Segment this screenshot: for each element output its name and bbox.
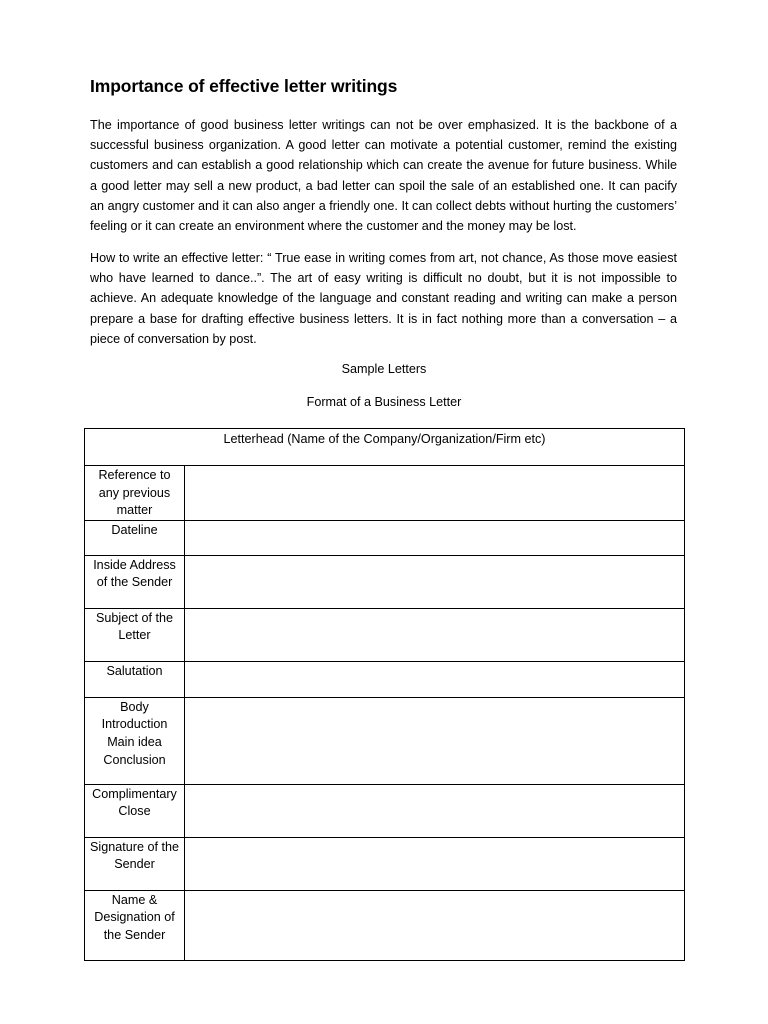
row-label-dateline [85,520,185,555]
business-letter-format-table [84,428,685,961]
document-title: Importance of effective letter writings [90,76,398,96]
row-blank-cell [185,784,685,837]
row-blank-cell [185,697,685,784]
row-blank-cell [185,608,685,661]
row-label-text: Complimentary Close [92,786,177,819]
row-label-text: Salutation [106,663,163,678]
row-label-name-designation [85,890,185,960]
row-label-signature [85,837,185,890]
row-blank-cell [185,466,685,521]
row-blank-cell [185,661,685,697]
table-row [85,520,685,555]
row-label-complimentary-close [85,784,185,837]
row-blank-cell [185,837,685,890]
row-label-salutation [85,661,185,697]
row-blank-cell [185,890,685,960]
paragraph-importance: The importance of good business letter writings can not be over emphasized. It is the backbone of a successful business organization. A good letter can motivate a potential customer, remind the existing customers and can establish a good relationship which can create the avenue for future business. While a good letter may sell a new product, a bad letter can spoil the sale of an established one. It can pacify an angry customer and it can also anger a friendly one. It can collect debts without hurting the customers’ feeling or it can create an environment where the customer and the money may be lost. [90,118,677,234]
row-blank-cell [185,520,685,555]
row-label-body [85,697,185,784]
table-row [85,608,685,661]
letterhead-cell: Letterhead (Name of the Company/Organization/Firm etc) [85,429,685,466]
row-label-text: Dateline [111,522,158,537]
table-row [85,555,685,608]
table-row [85,697,685,784]
table-row [85,466,685,521]
row-label-text: Body Introduction Main idea Conclusion [101,699,168,767]
row-label-text: Subject of the Letter [95,610,173,643]
row-label-inside-address [85,555,185,608]
row-label-text: Inside Address of the Sender [93,557,176,590]
row-label-text: Signature of the Sender [90,839,179,872]
paragraph-how-to-write: How to write an effective letter: “ True ease in writing comes from art, not chance, As those move easiest who have learned to dance..”. The art of easy writing is difficult no doubt, but it is not impossible to achieve. An adequate knowledge of the language and constant reading and writing can make a person prepare a base for drafting effective business letters. It is in fact nothing more than a conversation – a piece of conversation by post. [90,251,677,346]
sample-letters-heading: Sample Letters [341,362,427,376]
table-row [85,837,685,890]
row-label-text: Name & Designation of the Sender [94,892,175,942]
row-label-text: Reference to any previous matter [98,468,171,518]
row-label-reference [85,466,185,521]
row-blank-cell [185,555,685,608]
table-row [85,784,685,837]
table-row [85,890,685,960]
table-row [85,661,685,697]
table-header-row [85,429,685,466]
row-label-subject [85,608,185,661]
format-heading: Format of a Business Letter [306,395,462,409]
